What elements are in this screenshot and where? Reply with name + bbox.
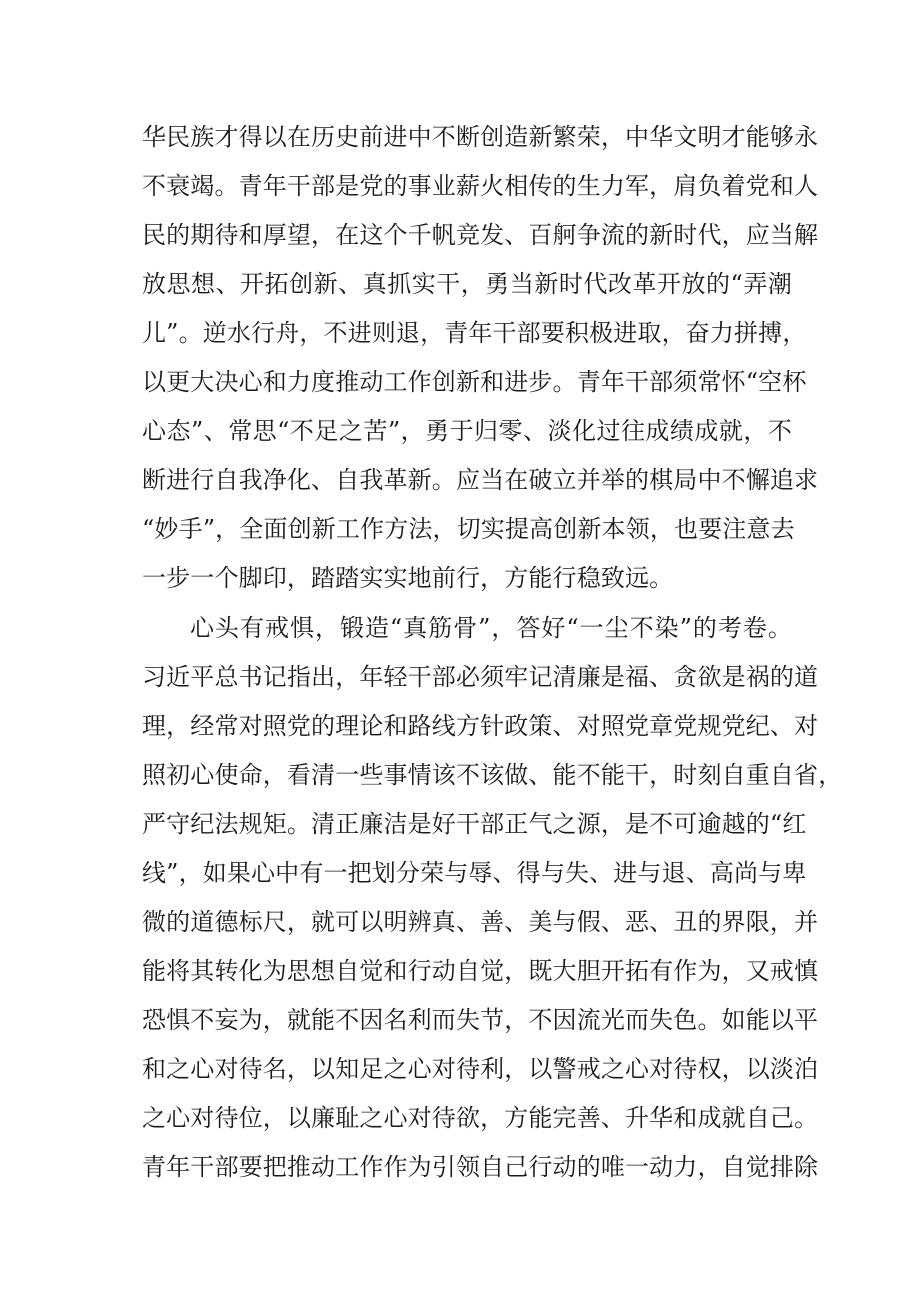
paragraph-1-line-4: 放思想、开拓创新、真抓实干，勇当新时代改革开放的“弄潮: [142, 270, 792, 298]
paragraph-1-line-9: “妙手”，全面创新工作方法，切实提高创新本领，也要注意去: [142, 515, 795, 543]
paragraph-2-line-12: 青年干部要把推动工作作为引领自己行动的唯一动力，自觉排除: [142, 1153, 819, 1181]
paragraph-1-line-2: 不衰竭。青年干部是党的事业薪火相传的生力军，肩负着党和人: [142, 172, 819, 200]
paragraph-1-line-10: 一步一个脚印，踏踏实实地前行，方能行稳致远。: [142, 564, 674, 592]
paragraph-1-line-6: 以更大决心和力度推动工作创新和进步。青年干部须常怀“空杯: [142, 368, 807, 396]
paragraph-1-line-3: 民的期待和厚望，在这个千帆竞发、百舸争流的新时代，应当解: [142, 221, 819, 249]
paragraph-2-line-6: 线”，如果心中有一把划分荣与辱、得与失、进与退、高尚与卑: [142, 859, 807, 887]
paragraph-1-line-7: 心态”、常思“不足之苦”，勇于归零、淡化过往成绩成就，不: [142, 417, 792, 445]
paragraph-2-line-7: 微的道德标尺，就可以明辨真、善、美与假、恶、丑的界限，并: [142, 908, 819, 936]
paragraph-2-line-1: 心头有戒惧，锻造“真筋骨”，答好“一尘不染”的考卷。: [190, 614, 792, 642]
paragraph-2-line-2: 习近平总书记指出，年轻干部必须牢记清廉是福、贪欲是祸的道: [142, 663, 819, 691]
paragraph-2-line-10: 和之心对待名，以知足之心对待利，以警戒之心对待权，以淡泊: [142, 1055, 819, 1083]
paragraph-1-line-8: 断进行自我净化、自我革新。应当在破立并举的棋局中不懈追求: [142, 466, 819, 494]
paragraph-2-line-9: 恐惧不妄为，就能不因名利而失节，不因流光而失色。如能以平: [142, 1006, 819, 1034]
paragraph-2-line-4: 照初心使命，看清一些事情该不该做、能不能干，时刻自重自省，: [142, 761, 843, 789]
paragraph-2-line-8: 能将其转化为思想自觉和行动自觉，既大胆开拓有作为，又戒慎: [142, 957, 819, 985]
paragraph-2-line-11: 之心对待位，以廉耻之心对待欲，方能完善、升华和成就自己。: [142, 1104, 819, 1132]
paragraph-1-line-5: 儿”。逆水行舟，不进则退，青年干部要积极进取，奋力拼搏，: [142, 319, 807, 347]
paragraph-1-line-1: 华民族才得以在历史前进中不断创造新繁荣，中华文明才能够永: [142, 123, 819, 151]
paragraph-2-line-3: 理，经常对照党的理论和路线方针政策、对照党章党规党纪、对: [142, 712, 819, 740]
paragraph-2-line-5: 严守纪法规矩。清正廉洁是好干部正气之源，是不可逾越的“红: [142, 810, 807, 838]
